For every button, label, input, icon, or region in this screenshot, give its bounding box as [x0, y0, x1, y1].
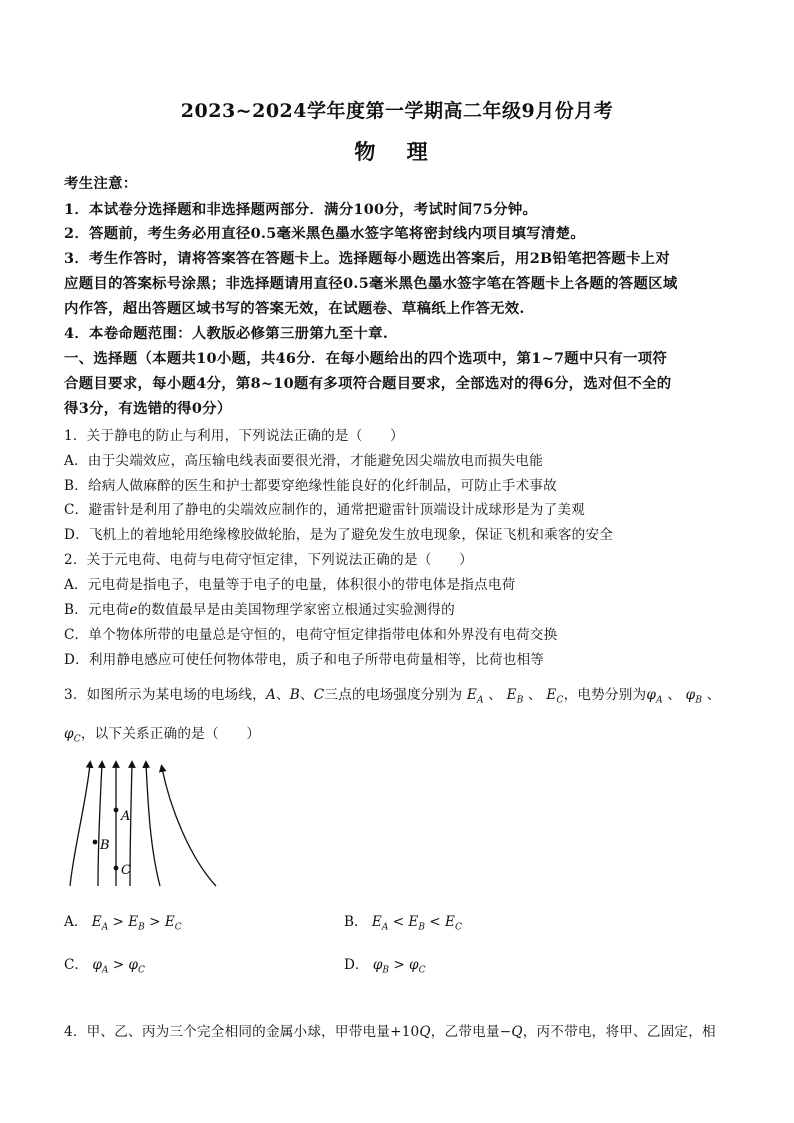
field-line	[70, 764, 90, 886]
question-stem: 2．关于元电荷、电荷与电荷守恒定律，下列说法正确的是（ ）	[64, 552, 473, 568]
section-heading: 一、选择题（本题共10小题，共46分．在每小题给出的四个选项中，第1~7题中只有一项符	[64, 350, 668, 367]
field-line	[162, 768, 216, 886]
question-option: D．飞机上的着地轮用绝缘橡胶做轮胎，是为了避免发生放电现象，保证飞机和乘客的安全	[64, 527, 614, 543]
question-option: C． $\varphi_A > \varphi_C$	[64, 957, 145, 976]
question-option: D．利用静电感应可使任何物体带电，质子和电子所带电荷量相等，比荷也相等	[64, 652, 545, 668]
question-stem: 4．甲、乙、丙为三个完全相同的金属小球，甲带电量+10Q，乙带电量−Q，丙不带电，将甲、乙固定，相	[64, 1024, 716, 1040]
question-option: D． $\varphi_B > \varphi_C$	[344, 957, 426, 976]
question-stem: $\varphi_C$，以下关系正确的是（ ）	[64, 726, 261, 745]
question-stem: 1．关于静电的防止与利用，下列说法正确的是（ ）	[64, 428, 404, 444]
notice-item: 3．考生作答时，请将答案答在答题卡上。选择题每小题选出答案后，用2B铅笔把答题卡上对	[64, 250, 671, 267]
notice-item: 4．本卷命题范围：人教版必修第三册第九至十章.	[64, 325, 389, 342]
question-stem: 3．如图所示为某电场的电场线，A、B、C三点的电场强度分别为 $E_A$ 、 $E_B$ 、 $E_C$，电势分别为$\varphi_A$ 、 $\varphi_B$ 、	[64, 687, 721, 706]
question-option: A．由于尖端效应，高压输电线表面要很光滑，才能避免因尖端放电而损失电能	[64, 453, 544, 469]
point-b-dot	[93, 840, 98, 845]
question-option: B．元电荷e的数值最早是由美国物理学家密立根通过实验测得的	[64, 602, 455, 618]
question-option: C．避雷针是利用了静电的尖端效应制作的，通常把避雷针顶端设计成球形是为了美观	[64, 502, 585, 518]
point-b-label: B	[100, 838, 110, 853]
section-heading: 得3分，有选错的得0分）	[64, 400, 232, 417]
point-a-dot	[114, 808, 119, 813]
subject-title: 物 理	[354, 139, 440, 164]
question-option: C．单个物体所带的电量总是守恒的，电荷守恒定律指带电体和外界没有电荷交换	[64, 627, 558, 643]
notice-item: 1．本试卷分选择题和非选择题两部分．满分100分，考试时间75分钟。	[64, 201, 538, 218]
point-c-dot	[114, 866, 119, 871]
notice-item: 内作答，超出答题区域书写的答案无效，在试题卷、草稿纸上作答无效.	[64, 300, 525, 317]
question-option: A． $E_A > E_B > E_C$	[64, 914, 182, 933]
notice-heading: 考生注意：	[64, 175, 138, 192]
point-c-label: C	[121, 863, 131, 878]
field-line	[98, 764, 102, 886]
section-heading: 合题目要求，每小题4分，第8~10题有多项符合题目要求，全部选对的得6分，选对但不全的	[64, 375, 672, 392]
field-line	[146, 764, 160, 886]
notice-item: 应题目的答案标号涂黑；非选择题请用直径0.5毫米黑色墨水签字笔在答题卡上各题的答题区域	[64, 275, 678, 292]
field-lines-figure	[60, 758, 228, 890]
question-option: A．元电荷是指电子，电量等于电子的电量，体积很小的带电体是指点电荷	[64, 577, 516, 593]
point-a-label: A	[121, 809, 131, 824]
notice-item: 2．答题前，考生务必用直径0.5毫米黑色墨水签字笔将密封线内项目填写清楚。	[64, 225, 586, 242]
question-option: B． $E_A < E_B < E_C$	[344, 914, 462, 933]
exam-title: 2023~2024学年度第一学期高二年级9月份月考	[180, 100, 614, 122]
question-option: B．给病人做麻醉的医生和护士都要穿绝缘性能良好的化纤制品，可防止手术事故	[64, 478, 557, 494]
